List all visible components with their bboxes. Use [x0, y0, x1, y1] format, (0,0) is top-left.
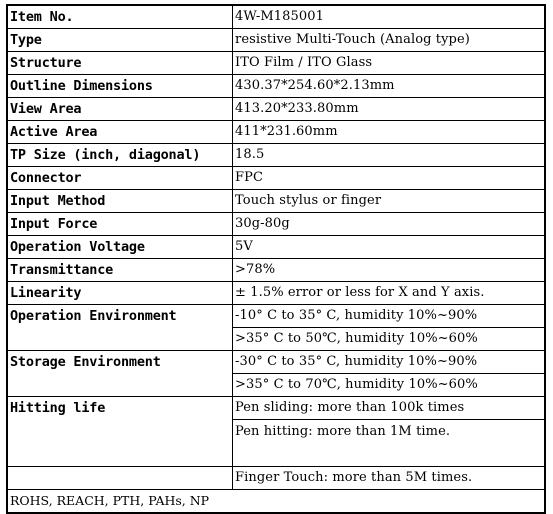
row-value: ± 1.5% error or less for X and Y axis.	[233, 282, 545, 305]
row-value: Touch stylus or finger	[233, 190, 545, 213]
table-row	[8, 98, 545, 121]
table-row	[8, 351, 545, 374]
row-value: >35° C to 50℃, humidity 10%~60%	[233, 328, 545, 351]
table-row	[8, 328, 545, 351]
table-row	[8, 121, 545, 144]
row-value: 4W-M185001	[233, 6, 545, 29]
row-label: Linearity	[8, 282, 233, 305]
table-row	[8, 282, 545, 305]
row-label: Transmittance	[8, 259, 233, 282]
table-row	[8, 75, 545, 98]
row-label: Type	[8, 29, 233, 52]
row-label: Input Method	[8, 190, 233, 213]
row-label: View Area	[8, 98, 233, 121]
row-value: >78%	[233, 259, 545, 282]
row-value: 5V	[233, 236, 545, 259]
row-value: Finger Touch: more than 5M times.	[233, 467, 545, 490]
table-row	[8, 167, 545, 190]
spec-sheet	[6, 4, 546, 514]
row-value: ITO Film / ITO Glass	[233, 52, 545, 75]
table-row	[8, 190, 545, 213]
table-row	[8, 490, 545, 513]
table-row	[8, 420, 545, 467]
table-row	[8, 6, 545, 29]
row-value: Pen sliding: more than 100k times	[233, 397, 545, 420]
row-label: Active Area	[8, 121, 233, 144]
row-value: Pen hitting: more than 1M time.	[233, 420, 545, 467]
table-row	[8, 467, 545, 490]
row-value: 430.37*254.60*2.13mm	[233, 75, 545, 98]
row-label: Item No.	[8, 6, 233, 29]
row-value: 411*231.60mm	[233, 121, 545, 144]
row-label-empty	[8, 374, 233, 397]
row-label: Hitting life	[8, 397, 233, 420]
row-value: resistive Multi-Touch (Analog type)	[233, 29, 545, 52]
row-value: >35° C to 70℃, humidity 10%~60%	[233, 374, 545, 397]
table-row	[8, 374, 545, 397]
table-row	[8, 52, 545, 75]
table-row	[8, 236, 545, 259]
row-value: -10° C to 35° C, humidity 10%~90%	[233, 305, 545, 328]
row-value: -30° C to 35° C, humidity 10%~90%	[233, 351, 545, 374]
row-label: TP Size (inch, diagonal)	[8, 144, 233, 167]
row-label-empty	[8, 467, 233, 490]
row-value: 30g-80g	[233, 213, 545, 236]
row-label: Connector	[8, 167, 233, 190]
row-value: FPC	[233, 167, 545, 190]
row-label: Input Force	[8, 213, 233, 236]
row-label: Storage Environment	[8, 351, 233, 374]
row-label: Operation Environment	[8, 305, 233, 328]
table-row	[8, 397, 545, 420]
row-label-empty	[8, 420, 233, 467]
row-label: Structure	[8, 52, 233, 75]
row-value: 413.20*233.80mm	[233, 98, 545, 121]
table-row	[8, 305, 545, 328]
spec-table	[7, 5, 545, 513]
table-row	[8, 213, 545, 236]
table-row	[8, 29, 545, 52]
table-row	[8, 144, 545, 167]
table-row	[8, 259, 545, 282]
row-label-empty	[8, 328, 233, 351]
row-value: 18.5	[233, 144, 545, 167]
row-label: Outline Dimensions	[8, 75, 233, 98]
compliance-footer: ROHS, REACH, PTH, PAHs, NP	[8, 490, 545, 513]
row-label: Operation Voltage	[8, 236, 233, 259]
